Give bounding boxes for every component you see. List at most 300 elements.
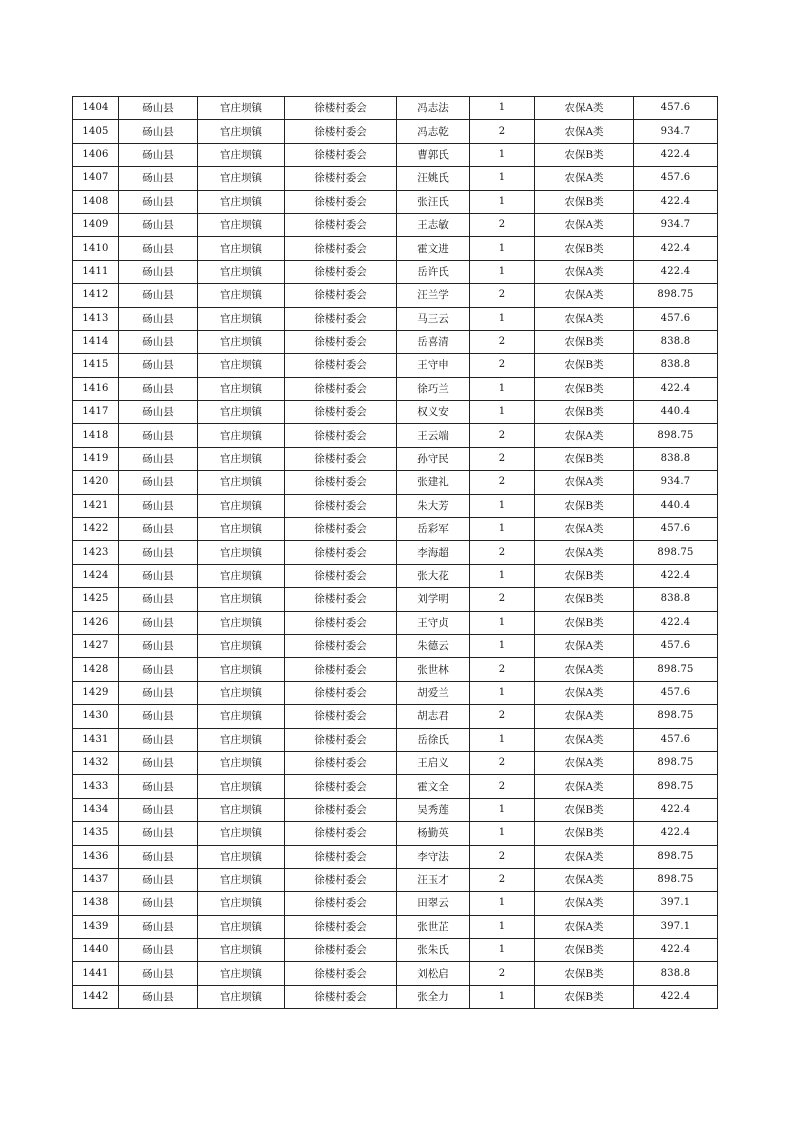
amount-cell: 440.4 — [634, 401, 718, 424]
table-row — [73, 190, 718, 213]
village-cell: 徐楼村委会 — [285, 143, 397, 166]
county-cell: 砀山县 — [119, 424, 198, 447]
table-row — [73, 307, 718, 330]
count-cell: 1 — [470, 97, 535, 120]
count-cell: 1 — [470, 915, 535, 938]
count-cell: 1 — [470, 798, 535, 821]
name-cell: 李守法 — [397, 845, 470, 868]
name-cell: 张全力 — [397, 985, 470, 1008]
category-cell: 农保A类 — [535, 634, 634, 657]
amount-cell: 422.4 — [634, 190, 718, 213]
amount-cell: 422.4 — [634, 377, 718, 400]
town-cell: 官庄坝镇 — [198, 915, 285, 938]
county-cell: 砀山县 — [119, 97, 198, 120]
category-cell: 农保A类 — [535, 167, 634, 190]
village-cell: 徐楼村委会 — [285, 775, 397, 798]
amount-cell: 422.4 — [634, 939, 718, 962]
category-cell: 农保B类 — [535, 962, 634, 985]
count-cell: 1 — [470, 985, 535, 1008]
seq-cell: 1416 — [73, 377, 119, 400]
name-cell: 王志敏 — [397, 213, 470, 236]
table-row — [73, 424, 718, 447]
category-cell: 农保A类 — [535, 97, 634, 120]
seq-cell: 1419 — [73, 447, 119, 470]
category-cell: 农保A类 — [535, 775, 634, 798]
count-cell: 1 — [470, 377, 535, 400]
county-cell: 砀山县 — [119, 541, 198, 564]
seq-cell: 1413 — [73, 307, 119, 330]
county-cell: 砀山县 — [119, 892, 198, 915]
seq-cell: 1411 — [73, 260, 119, 283]
amount-cell: 397.1 — [634, 892, 718, 915]
table-row — [73, 915, 718, 938]
name-cell: 汪玉才 — [397, 868, 470, 891]
village-cell: 徐楼村委会 — [285, 167, 397, 190]
seq-cell: 1437 — [73, 868, 119, 891]
amount-cell: 422.4 — [634, 260, 718, 283]
name-cell: 刘松启 — [397, 962, 470, 985]
town-cell: 官庄坝镇 — [198, 377, 285, 400]
amount-cell: 934.7 — [634, 471, 718, 494]
seq-cell: 1404 — [73, 97, 119, 120]
table-row — [73, 985, 718, 1008]
amount-cell: 838.8 — [634, 588, 718, 611]
town-cell: 官庄坝镇 — [198, 284, 285, 307]
name-cell: 王启义 — [397, 751, 470, 774]
seq-cell: 1438 — [73, 892, 119, 915]
town-cell: 官庄坝镇 — [198, 658, 285, 681]
count-cell: 1 — [470, 564, 535, 587]
table-row — [73, 611, 718, 634]
village-cell: 徐楼村委会 — [285, 471, 397, 494]
town-cell: 官庄坝镇 — [198, 728, 285, 751]
name-cell: 朱德云 — [397, 634, 470, 657]
county-cell: 砀山县 — [119, 658, 198, 681]
village-cell: 徐楼村委会 — [285, 213, 397, 236]
name-cell: 权义安 — [397, 401, 470, 424]
table-row — [73, 681, 718, 704]
county-cell: 砀山县 — [119, 120, 198, 143]
town-cell: 官庄坝镇 — [198, 330, 285, 353]
count-cell: 1 — [470, 307, 535, 330]
category-cell: 农保A类 — [535, 213, 634, 236]
count-cell: 1 — [470, 494, 535, 517]
amount-cell: 898.75 — [634, 868, 718, 891]
town-cell: 官庄坝镇 — [198, 962, 285, 985]
seq-cell: 1422 — [73, 518, 119, 541]
town-cell: 官庄坝镇 — [198, 798, 285, 821]
count-cell: 1 — [470, 167, 535, 190]
amount-cell: 898.75 — [634, 751, 718, 774]
table-row — [73, 868, 718, 891]
table-row — [73, 494, 718, 517]
amount-cell: 934.7 — [634, 213, 718, 236]
town-cell: 官庄坝镇 — [198, 892, 285, 915]
count-cell: 2 — [470, 354, 535, 377]
town-cell: 官庄坝镇 — [198, 822, 285, 845]
seq-cell: 1434 — [73, 798, 119, 821]
village-cell: 徐楼村委会 — [285, 401, 397, 424]
count-cell: 1 — [470, 237, 535, 260]
village-cell: 徐楼村委会 — [285, 260, 397, 283]
table-row — [73, 260, 718, 283]
county-cell: 砀山县 — [119, 915, 198, 938]
county-cell: 砀山县 — [119, 634, 198, 657]
table-row — [73, 284, 718, 307]
table-container — [72, 96, 717, 1009]
amount-cell: 440.4 — [634, 494, 718, 517]
count-cell: 1 — [470, 611, 535, 634]
village-cell: 徐楼村委会 — [285, 868, 397, 891]
village-cell: 徐楼村委会 — [285, 728, 397, 751]
category-cell: 农保A类 — [535, 471, 634, 494]
village-cell: 徐楼村委会 — [285, 97, 397, 120]
table-row — [73, 518, 718, 541]
seq-cell: 1428 — [73, 658, 119, 681]
category-cell: 农保B类 — [535, 447, 634, 470]
county-cell: 砀山县 — [119, 471, 198, 494]
seq-cell: 1425 — [73, 588, 119, 611]
village-cell: 徐楼村委会 — [285, 939, 397, 962]
county-cell: 砀山县 — [119, 447, 198, 470]
amount-cell: 838.8 — [634, 447, 718, 470]
seq-cell: 1432 — [73, 751, 119, 774]
amount-cell: 898.75 — [634, 845, 718, 868]
category-cell: 农保A类 — [535, 892, 634, 915]
count-cell: 1 — [470, 939, 535, 962]
county-cell: 砀山县 — [119, 845, 198, 868]
village-cell: 徐楼村委会 — [285, 962, 397, 985]
amount-cell: 457.6 — [634, 97, 718, 120]
amount-cell: 457.6 — [634, 634, 718, 657]
village-cell: 徐楼村委会 — [285, 284, 397, 307]
amount-cell: 838.8 — [634, 962, 718, 985]
town-cell: 官庄坝镇 — [198, 541, 285, 564]
table-row — [73, 401, 718, 424]
seq-cell: 1406 — [73, 143, 119, 166]
town-cell: 官庄坝镇 — [198, 190, 285, 213]
village-cell: 徐楼村委会 — [285, 307, 397, 330]
seq-cell: 1441 — [73, 962, 119, 985]
count-cell: 1 — [470, 260, 535, 283]
name-cell: 霍文全 — [397, 775, 470, 798]
category-cell: 农保A类 — [535, 307, 634, 330]
amount-cell: 422.4 — [634, 143, 718, 166]
seq-cell: 1429 — [73, 681, 119, 704]
table-row — [73, 167, 718, 190]
town-cell: 官庄坝镇 — [198, 401, 285, 424]
name-cell: 刘学明 — [397, 588, 470, 611]
seq-cell: 1410 — [73, 237, 119, 260]
town-cell: 官庄坝镇 — [198, 471, 285, 494]
category-cell: 农保A类 — [535, 284, 634, 307]
table-row — [73, 237, 718, 260]
town-cell: 官庄坝镇 — [198, 634, 285, 657]
seq-cell: 1418 — [73, 424, 119, 447]
county-cell: 砀山县 — [119, 705, 198, 728]
count-cell: 2 — [470, 845, 535, 868]
count-cell: 2 — [470, 962, 535, 985]
name-cell: 孙守民 — [397, 447, 470, 470]
county-cell: 砀山县 — [119, 354, 198, 377]
county-cell: 砀山县 — [119, 190, 198, 213]
amount-cell: 898.75 — [634, 284, 718, 307]
town-cell: 官庄坝镇 — [198, 868, 285, 891]
table-body — [73, 97, 718, 1009]
amount-cell: 898.75 — [634, 658, 718, 681]
amount-cell: 397.1 — [634, 915, 718, 938]
village-cell: 徐楼村委会 — [285, 588, 397, 611]
name-cell: 田翠云 — [397, 892, 470, 915]
county-cell: 砀山县 — [119, 681, 198, 704]
village-cell: 徐楼村委会 — [285, 120, 397, 143]
village-cell: 徐楼村委会 — [285, 424, 397, 447]
name-cell: 张建礼 — [397, 471, 470, 494]
town-cell: 官庄坝镇 — [198, 985, 285, 1008]
town-cell: 官庄坝镇 — [198, 611, 285, 634]
seq-cell: 1408 — [73, 190, 119, 213]
county-cell: 砀山县 — [119, 939, 198, 962]
category-cell: 农保A类 — [535, 868, 634, 891]
category-cell: 农保B类 — [535, 377, 634, 400]
seq-cell: 1424 — [73, 564, 119, 587]
table-row — [73, 447, 718, 470]
category-cell: 农保B类 — [535, 822, 634, 845]
town-cell: 官庄坝镇 — [198, 751, 285, 774]
table-row — [73, 564, 718, 587]
count-cell: 2 — [470, 868, 535, 891]
seq-cell: 1435 — [73, 822, 119, 845]
category-cell: 农保B类 — [535, 939, 634, 962]
table-row — [73, 471, 718, 494]
category-cell: 农保A类 — [535, 751, 634, 774]
amount-cell: 422.4 — [634, 985, 718, 1008]
town-cell: 官庄坝镇 — [198, 307, 285, 330]
town-cell: 官庄坝镇 — [198, 518, 285, 541]
category-cell: 农保B类 — [535, 588, 634, 611]
seq-cell: 1405 — [73, 120, 119, 143]
table-row — [73, 354, 718, 377]
seq-cell: 1414 — [73, 330, 119, 353]
village-cell: 徐楼村委会 — [285, 541, 397, 564]
count-cell: 1 — [470, 518, 535, 541]
seq-cell: 1436 — [73, 845, 119, 868]
seq-cell: 1412 — [73, 284, 119, 307]
village-cell: 徐楼村委会 — [285, 190, 397, 213]
amount-cell: 457.6 — [634, 167, 718, 190]
county-cell: 砀山县 — [119, 868, 198, 891]
category-cell: 农保B类 — [535, 190, 634, 213]
count-cell: 2 — [470, 213, 535, 236]
county-cell: 砀山县 — [119, 564, 198, 587]
town-cell: 官庄坝镇 — [198, 564, 285, 587]
village-cell: 徐楼村委会 — [285, 354, 397, 377]
amount-cell: 457.6 — [634, 728, 718, 751]
category-cell: 农保B类 — [535, 330, 634, 353]
name-cell: 李海超 — [397, 541, 470, 564]
table-row — [73, 728, 718, 751]
county-cell: 砀山县 — [119, 588, 198, 611]
amount-cell: 898.75 — [634, 424, 718, 447]
village-cell: 徐楼村委会 — [285, 681, 397, 704]
count-cell: 1 — [470, 634, 535, 657]
county-cell: 砀山县 — [119, 213, 198, 236]
county-cell: 砀山县 — [119, 307, 198, 330]
count-cell: 2 — [470, 705, 535, 728]
category-cell: 农保A类 — [535, 728, 634, 751]
amount-cell: 838.8 — [634, 330, 718, 353]
county-cell: 砀山县 — [119, 611, 198, 634]
county-cell: 砀山县 — [119, 260, 198, 283]
category-cell: 农保A类 — [535, 120, 634, 143]
name-cell: 岳喜清 — [397, 330, 470, 353]
village-cell: 徐楼村委会 — [285, 237, 397, 260]
count-cell: 2 — [470, 471, 535, 494]
county-cell: 砀山县 — [119, 985, 198, 1008]
seq-cell: 1409 — [73, 213, 119, 236]
town-cell: 官庄坝镇 — [198, 120, 285, 143]
category-cell: 农保B类 — [535, 494, 634, 517]
county-cell: 砀山县 — [119, 167, 198, 190]
category-cell: 农保B类 — [535, 611, 634, 634]
village-cell: 徐楼村委会 — [285, 564, 397, 587]
category-cell: 农保B类 — [535, 564, 634, 587]
town-cell: 官庄坝镇 — [198, 143, 285, 166]
county-cell: 砀山县 — [119, 751, 198, 774]
category-cell: 农保A类 — [535, 845, 634, 868]
category-cell: 农保B类 — [535, 401, 634, 424]
village-cell: 徐楼村委会 — [285, 822, 397, 845]
count-cell: 2 — [470, 541, 535, 564]
name-cell: 冯志法 — [397, 97, 470, 120]
name-cell: 王守贞 — [397, 611, 470, 634]
name-cell: 杨勤英 — [397, 822, 470, 845]
town-cell: 官庄坝镇 — [198, 775, 285, 798]
table-row — [73, 658, 718, 681]
table-row — [73, 634, 718, 657]
count-cell: 2 — [470, 284, 535, 307]
town-cell: 官庄坝镇 — [198, 237, 285, 260]
county-cell: 砀山县 — [119, 494, 198, 517]
seq-cell: 1430 — [73, 705, 119, 728]
name-cell: 王云端 — [397, 424, 470, 447]
count-cell: 2 — [470, 424, 535, 447]
county-cell: 砀山县 — [119, 775, 198, 798]
table-row — [73, 705, 718, 728]
amount-cell: 422.4 — [634, 564, 718, 587]
table-row — [73, 845, 718, 868]
category-cell: 农保A类 — [535, 915, 634, 938]
count-cell: 2 — [470, 120, 535, 143]
town-cell: 官庄坝镇 — [198, 213, 285, 236]
category-cell: 农保A类 — [535, 260, 634, 283]
seq-cell: 1426 — [73, 611, 119, 634]
name-cell: 冯志乾 — [397, 120, 470, 143]
county-cell: 砀山县 — [119, 377, 198, 400]
county-cell: 砀山县 — [119, 822, 198, 845]
town-cell: 官庄坝镇 — [198, 447, 285, 470]
table-row — [73, 377, 718, 400]
town-cell: 官庄坝镇 — [198, 260, 285, 283]
amount-cell: 457.6 — [634, 307, 718, 330]
amount-cell: 898.75 — [634, 775, 718, 798]
name-cell: 汪兰学 — [397, 284, 470, 307]
name-cell: 曹郭氏 — [397, 143, 470, 166]
table-row — [73, 541, 718, 564]
name-cell: 胡爱兰 — [397, 681, 470, 704]
amount-cell: 838.8 — [634, 354, 718, 377]
village-cell: 徐楼村委会 — [285, 634, 397, 657]
seq-cell: 1417 — [73, 401, 119, 424]
table-row — [73, 892, 718, 915]
name-cell: 张汪氏 — [397, 190, 470, 213]
seq-cell: 1439 — [73, 915, 119, 938]
data-table — [72, 96, 718, 1009]
name-cell: 吴秀莲 — [397, 798, 470, 821]
amount-cell: 422.4 — [634, 237, 718, 260]
table-row — [73, 330, 718, 353]
county-cell: 砀山县 — [119, 401, 198, 424]
village-cell: 徐楼村委会 — [285, 518, 397, 541]
name-cell: 岳徐氏 — [397, 728, 470, 751]
seq-cell: 1415 — [73, 354, 119, 377]
county-cell: 砀山县 — [119, 237, 198, 260]
table-row — [73, 97, 718, 120]
category-cell: 农保B类 — [535, 985, 634, 1008]
table-row — [73, 822, 718, 845]
county-cell: 砀山县 — [119, 330, 198, 353]
village-cell: 徐楼村委会 — [285, 658, 397, 681]
name-cell: 朱大芳 — [397, 494, 470, 517]
village-cell: 徐楼村委会 — [285, 377, 397, 400]
village-cell: 徐楼村委会 — [285, 915, 397, 938]
name-cell: 张大花 — [397, 564, 470, 587]
village-cell: 徐楼村委会 — [285, 330, 397, 353]
count-cell: 1 — [470, 822, 535, 845]
table-row — [73, 798, 718, 821]
name-cell: 徐巧兰 — [397, 377, 470, 400]
name-cell: 张世芷 — [397, 915, 470, 938]
county-cell: 砀山县 — [119, 518, 198, 541]
category-cell: 农保A类 — [535, 518, 634, 541]
seq-cell: 1440 — [73, 939, 119, 962]
county-cell: 砀山县 — [119, 284, 198, 307]
town-cell: 官庄坝镇 — [198, 939, 285, 962]
category-cell: 农保B类 — [535, 798, 634, 821]
seq-cell: 1442 — [73, 985, 119, 1008]
town-cell: 官庄坝镇 — [198, 705, 285, 728]
village-cell: 徐楼村委会 — [285, 892, 397, 915]
village-cell: 徐楼村委会 — [285, 494, 397, 517]
table-row — [73, 120, 718, 143]
amount-cell: 422.4 — [634, 798, 718, 821]
count-cell: 2 — [470, 447, 535, 470]
seq-cell: 1421 — [73, 494, 119, 517]
table-row — [73, 751, 718, 774]
town-cell: 官庄坝镇 — [198, 424, 285, 447]
seq-cell: 1407 — [73, 167, 119, 190]
amount-cell: 934.7 — [634, 120, 718, 143]
table-row — [73, 939, 718, 962]
category-cell: 农保B类 — [535, 143, 634, 166]
village-cell: 徐楼村委会 — [285, 845, 397, 868]
name-cell: 汪姚氏 — [397, 167, 470, 190]
count-cell: 2 — [470, 330, 535, 353]
count-cell: 1 — [470, 681, 535, 704]
town-cell: 官庄坝镇 — [198, 845, 285, 868]
town-cell: 官庄坝镇 — [198, 354, 285, 377]
name-cell: 霍文进 — [397, 237, 470, 260]
